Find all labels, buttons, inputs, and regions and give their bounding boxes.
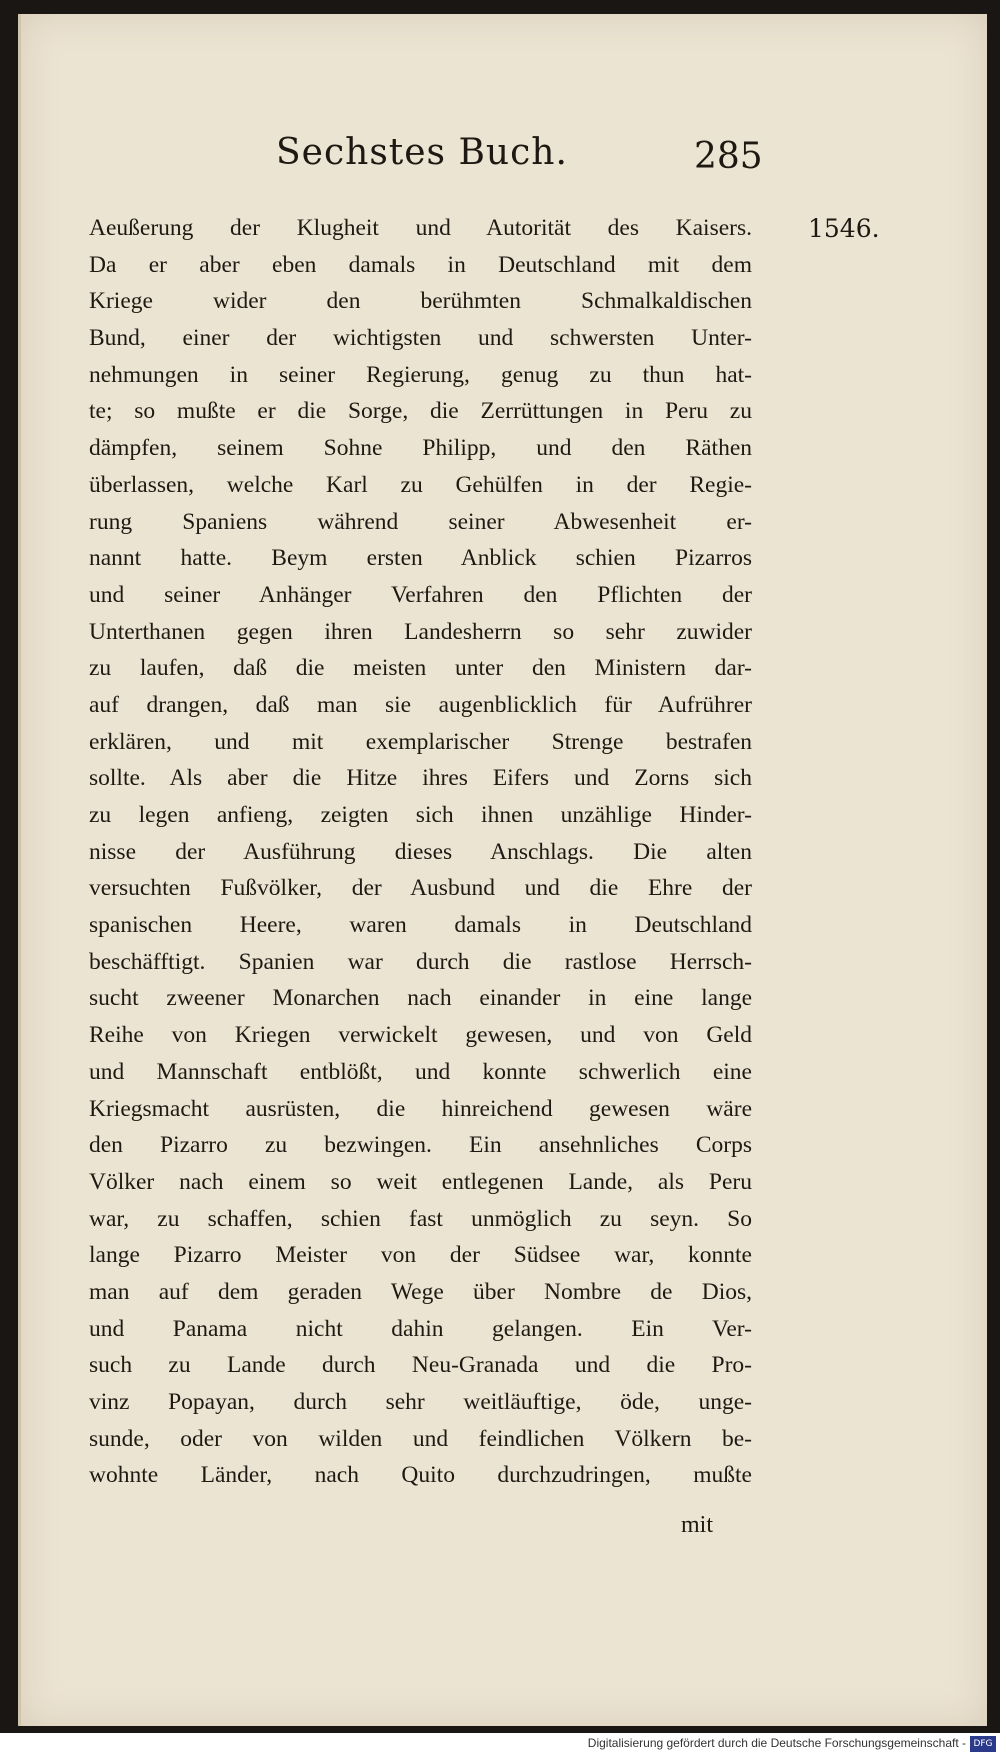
text-line: wohnte Länder, nach Quito durchzudringen, mußte (89, 1462, 752, 1489)
text-line: zu laufen, daß die meisten unter den Ministern dar- (89, 655, 752, 682)
body-text (89, 210, 752, 1494)
running-head: Sechstes Buch. (276, 132, 568, 173)
text-line: versuchten Fußvölker, der Ausbund und die Ehre der (89, 875, 752, 902)
marginal-year: 1546. (808, 214, 880, 243)
text-line: vinz Popayan, durch sehr weitläuftige, öde, unge- (89, 1389, 752, 1415)
text-line: nisse der Ausführung dieses Anschlags. Die alten (89, 838, 752, 865)
text-line: Bund, einer der wichtigsten und schwersten Unter- (89, 325, 752, 352)
text-line: rung Spaniens während seiner Abwesenheit er- (89, 508, 752, 535)
text-line: Unterthanen gegen ihren Landesherrn so sehr zuwider (89, 618, 752, 645)
book-page (18, 14, 987, 1726)
text-line: Kriege wider den berühmten Schmalkaldischen (89, 288, 752, 315)
footer-bar (0, 1733, 1000, 1757)
catchword: mit (681, 1512, 714, 1538)
text-line: te; so mußte er die Sorge, die Zerrüttungen in Peru zu (89, 398, 752, 425)
text-line: nannt hatte. Beym ersten Anblick schien Pizarros (89, 545, 752, 572)
text-line: Völker nach einem so weit entlegenen Lande, als Peru (89, 1168, 752, 1195)
text-line: überlassen, welche Karl zu Gehülfen in der Regie- (89, 471, 752, 498)
text-line: nehmungen in seiner Regierung, genug zu thun hat- (89, 361, 752, 388)
text-line: sollte. Als aber die Hitze ihres Eifers und Zorns sich (89, 765, 752, 792)
dfg-logo: DFG (970, 1736, 996, 1752)
text-line: Kriegsmacht ausrüsten, die hinreichend gewesen wäre (89, 1095, 752, 1122)
text-line: auf drangen, daß man sie augenblicklich für Aufrührer (89, 691, 752, 718)
text-line: war, zu schaffen, schien fast unmöglich zu seyn. So (89, 1205, 752, 1232)
text-line: erklären, und mit exemplarischer Strenge bestrafen (89, 728, 752, 755)
text-line: Reihe von Kriegen verwickelt gewesen, und von Geld (89, 1022, 752, 1049)
text-line: zu legen anfieng, zeigten sich ihnen unzählige Hinder- (89, 802, 752, 828)
text-line: und Mannschaft entblößt, und konnte schwerlich eine (89, 1058, 752, 1085)
text-line: such zu Lande durch Neu-Granada und die Pro- (89, 1352, 752, 1379)
text-line: lange Pizarro Meister von der Südsee war, konnte (89, 1242, 752, 1269)
text-line: Aeußerung der Klugheit und Autorität des Kaisers. (89, 215, 752, 241)
text-line: dämpfen, seinem Sohne Philipp, und den Räthen (89, 435, 752, 462)
text-line: und seiner Anhänger Verfahren den Pflichten der (89, 581, 752, 608)
text-line: Da er aber eben damals in Deutschland mit dem (89, 251, 752, 278)
text-line: und Panama nicht dahin gelangen. Ein Ver- (89, 1315, 752, 1342)
text-line: sunde, oder von wilden und feindlichen Völkern be- (89, 1425, 752, 1452)
text-line: den Pizarro zu bezwingen. Ein ansehnliches Corps (89, 1132, 752, 1159)
text-line: man auf dem geraden Wege über Nombre de Dios, (89, 1278, 752, 1305)
funding-credit: Digitalisierung gefördert durch die Deutsche Forschungsgemeinschaft - (587, 1736, 966, 1750)
text-line: spanischen Heere, waren damals in Deutschland (89, 912, 752, 939)
page-number: 285 (694, 136, 763, 177)
text-line: sucht zweener Monarchen nach einander in eine lange (89, 985, 752, 1012)
text-line: beschäfftigt. Spanien war durch die rastlose Herrsch- (89, 948, 752, 975)
